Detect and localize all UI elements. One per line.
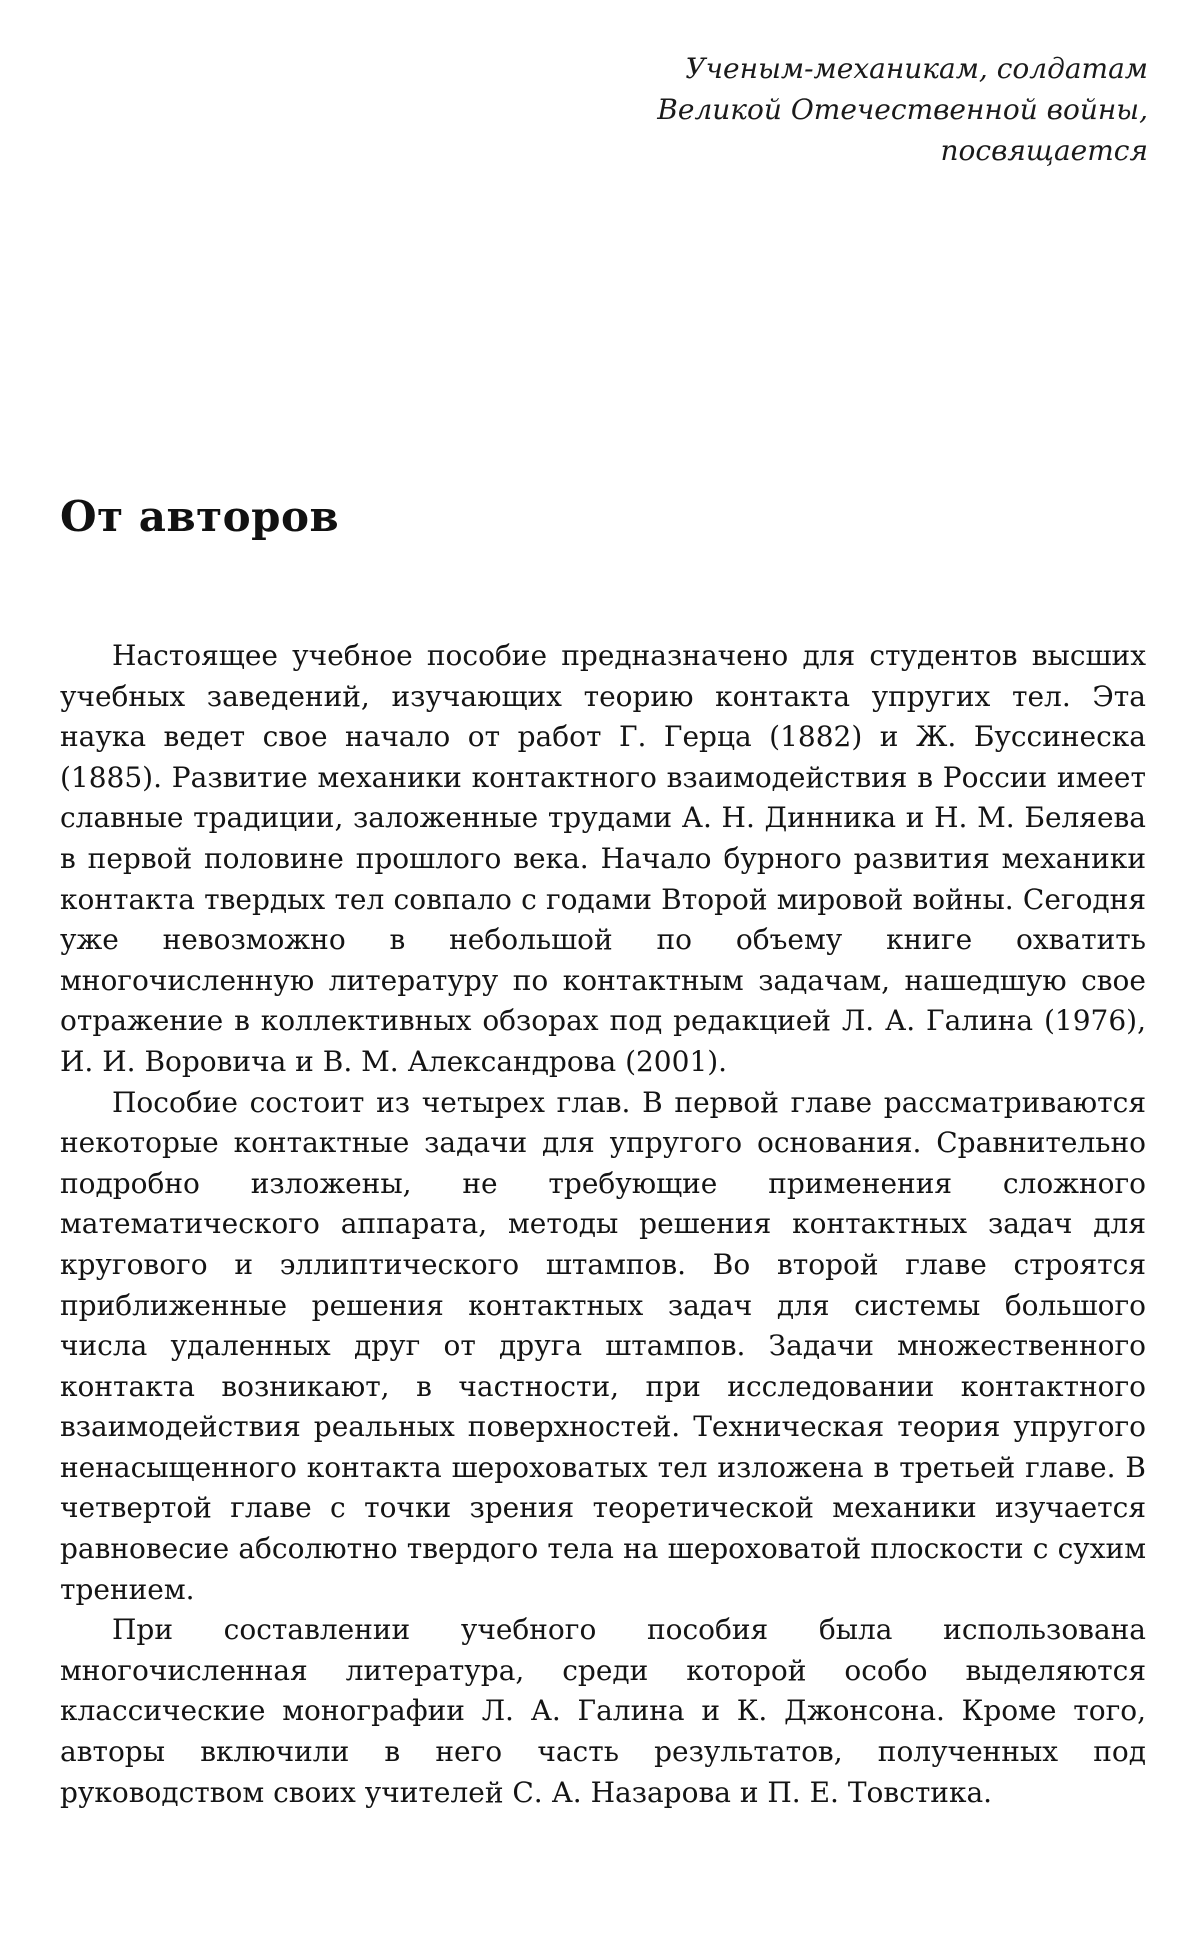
dedication (588, 48, 1148, 171)
paragraph-3: При составлении учебного пособия была использована многочисленная литература, среди которой особо выделяются классические монографии Л. А. Галина и К. Джонсона. Кроме того, авторы включили в него часть результатов, полученных под руководством своих учителей С. А. Назарова и П. Е. Товстика. (60, 1613, 1146, 1809)
dedication-line-3: посвящается (940, 134, 1148, 167)
paragraph-2: Пособие состоит из четырех глав. В первой главе рассматриваются некоторые контактные задачи для упругого основания. Сравнительно подробно изложены, не требующие применения сложного математического аппарата, методы решения контактных задач для кругового и эллиптического штампов. Во второй главе строятся приближенные решения контактных задач для системы большого числа удаленных друг от друга штампов. Задачи множественного контакта возникают, в частности, при исследовании контактного взаимодействия реальных поверхностей. Техническая теория упругого ненасыщенного контакта шероховатых тел изложена в третьей главе. В четвертой главе с точки зрения теоретической механики изучается равновесие абсолютно твердого тела на шероховатой плоскости с сухим трением. (60, 1085, 1146, 1606)
paragraph-1: Настоящее учебное пособие предназначено для студентов высших учебных заведений, изучающих теорию контакта упругих тел. Эта наука ведет свое начало от работ Г. Герца (1882) и Ж. Буссинеска (1885). Развитие механики контактного взаимодействия в России имеет славные традиции, заложенные трудами А. Н. Динника и Н. М. Беляева в первой половине прошлого века. Начало бурного развития механики контакта твердых тел совпало с годами Второй мировой войны. Сегодня уже невозможно в небольшой по объему книге охватить многочисленную литературу по контактным задачам, нашедшую свое отражение в коллективных обзорах под редакцией Л. А. Галина (1976), И. И. Воровича и В. М. Александрова (2001). (60, 639, 1146, 1078)
dedication-line-2: Великой Отечественной войны, (657, 93, 1148, 126)
page-title: От авторов (60, 492, 340, 541)
dedication-line-1: Ученым-механикам, солдатам (685, 52, 1148, 85)
preface-text (60, 636, 1146, 1813)
